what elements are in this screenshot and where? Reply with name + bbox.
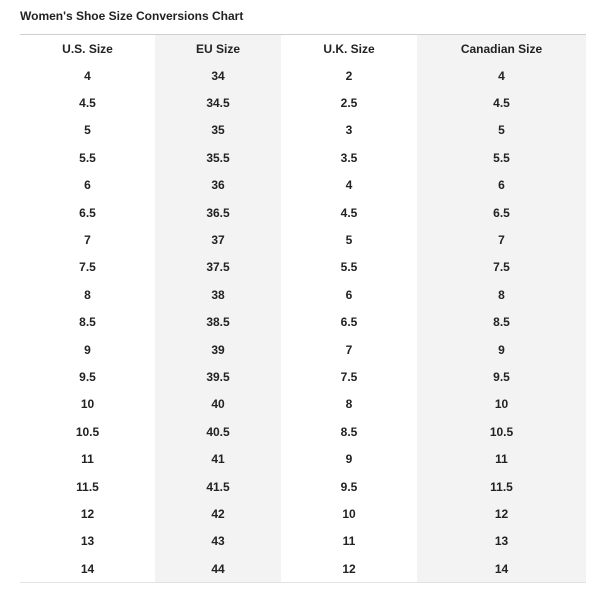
cell-eu-size: 36.5 [155,199,281,226]
cell-uk-size: 6.5 [340,315,358,330]
cell-uk-size: 2 [345,68,353,83]
table-row [20,363,586,390]
cell-uk-size: 8 [345,397,353,412]
table-row [20,309,586,336]
cell-eu-size: 38.5 [155,309,281,336]
cell-uk-size: 11 [342,534,356,549]
cell-uk-size: 3.5 [340,150,358,165]
table-row [20,254,586,281]
cell-canadian-size: 9.5 [417,363,586,390]
cell-us-size: 13 [80,534,95,549]
cell-uk-size: 5.5 [340,260,358,275]
table-row [20,281,586,308]
header-uk-size: U.K. Size [323,41,375,56]
cell-eu-size: 36 [155,172,281,199]
size-conversion-table [20,34,586,583]
header-canadian-size: Canadian Size [417,35,586,63]
cell-canadian-size: 6 [417,172,586,199]
table-row [20,473,586,500]
cell-eu-size: 37 [155,226,281,253]
cell-canadian-size: 4.5 [417,89,586,116]
cell-canadian-size: 8 [417,281,586,308]
cell-us-size: 10.5 [75,424,100,439]
cell-uk-size: 6 [345,287,353,302]
cell-uk-size: 9.5 [340,479,358,494]
header-us-size: U.S. Size [62,41,113,56]
table-row [20,418,586,445]
cell-canadian-size: 8.5 [417,309,586,336]
cell-eu-size: 35 [155,117,281,144]
cell-canadian-size: 10 [417,391,586,418]
cell-us-size: 11.5 [76,479,99,494]
cell-uk-size: 7 [345,342,353,357]
cell-eu-size: 34.5 [155,89,281,116]
page-title: Women's Shoe Size Conversions Chart [20,9,244,23]
cell-canadian-size: 7.5 [417,254,586,281]
cell-uk-size: 2.5 [340,96,358,111]
cell-uk-size: 9 [345,452,353,467]
cell-uk-size: 12 [281,555,417,583]
cell-eu-size: 39 [155,336,281,363]
cell-canadian-size: 6.5 [417,199,586,226]
cell-us-size: 8.5 [79,315,96,330]
cell-us-size: 7 [84,233,91,248]
cell-canadian-size: 11 [417,445,586,472]
cell-us-size: 6 [84,178,91,193]
cell-canadian-size: 11.5 [417,473,586,500]
cell-eu-size: 40 [155,391,281,418]
cell-us-size: 6.5 [79,205,96,220]
cell-us-size: 11 [81,452,94,467]
cell-us-size: 9.5 [79,369,96,384]
cell-canadian-size: 4 [417,62,586,89]
table-body [20,62,586,583]
cell-canadian-size: 13 [417,528,586,555]
table-row [20,528,586,555]
cell-canadian-size: 12 [417,500,586,527]
cell-eu-size: 38 [155,281,281,308]
table-row [20,144,586,171]
table-header-row [20,35,586,63]
table-row [20,555,586,583]
cell-us-size: 9 [84,342,91,357]
cell-eu-size: 37.5 [155,254,281,281]
cell-canadian-size: 9 [417,336,586,363]
cell-canadian-size: 7 [417,226,586,253]
cell-eu-size: 39.5 [155,363,281,390]
cell-eu-size: 44 [155,555,281,583]
cell-us-size: 7.5 [79,260,96,275]
cell-eu-size: 43 [155,528,281,555]
cell-uk-size: 3 [345,123,353,138]
cell-us-size: 4 [84,68,91,83]
table-row [20,89,586,116]
cell-eu-size: 40.5 [155,418,281,445]
table-row [20,62,586,89]
cell-eu-size: 41 [155,445,281,472]
header-eu-size: EU Size [155,35,281,63]
cell-us-size: 14 [20,555,155,583]
table-row [20,117,586,144]
cell-uk-size: 5 [345,233,353,248]
cell-canadian-size: 5 [417,117,586,144]
cell-eu-size: 35.5 [155,144,281,171]
table-row [20,391,586,418]
table-row [20,172,586,199]
table-row [20,199,586,226]
cell-canadian-size: 5.5 [417,144,586,171]
table-row [20,336,586,363]
cell-uk-size: 10 [342,506,356,521]
cell-us-size: 5 [84,123,91,138]
cell-uk-size: 4.5 [340,205,358,220]
cell-uk-size: 8.5 [340,424,358,439]
cell-canadian-size: 10.5 [417,418,586,445]
table-row [20,500,586,527]
cell-uk-size: 4 [345,178,353,193]
cell-uk-size: 7.5 [340,369,358,384]
cell-us-size: 8 [84,287,91,302]
table-row [20,226,586,253]
cell-us-size: 5.5 [79,150,96,165]
cell-us-size: 12 [80,506,95,521]
cell-eu-size: 34 [155,62,281,89]
cell-us-size: 10 [80,397,95,412]
cell-eu-size: 41.5 [155,473,281,500]
cell-us-size: 4.5 [79,96,96,111]
size-conversion-table-container [20,34,586,583]
table-row [20,445,586,472]
cell-eu-size: 42 [155,500,281,527]
cell-canadian-size: 14 [417,555,586,583]
